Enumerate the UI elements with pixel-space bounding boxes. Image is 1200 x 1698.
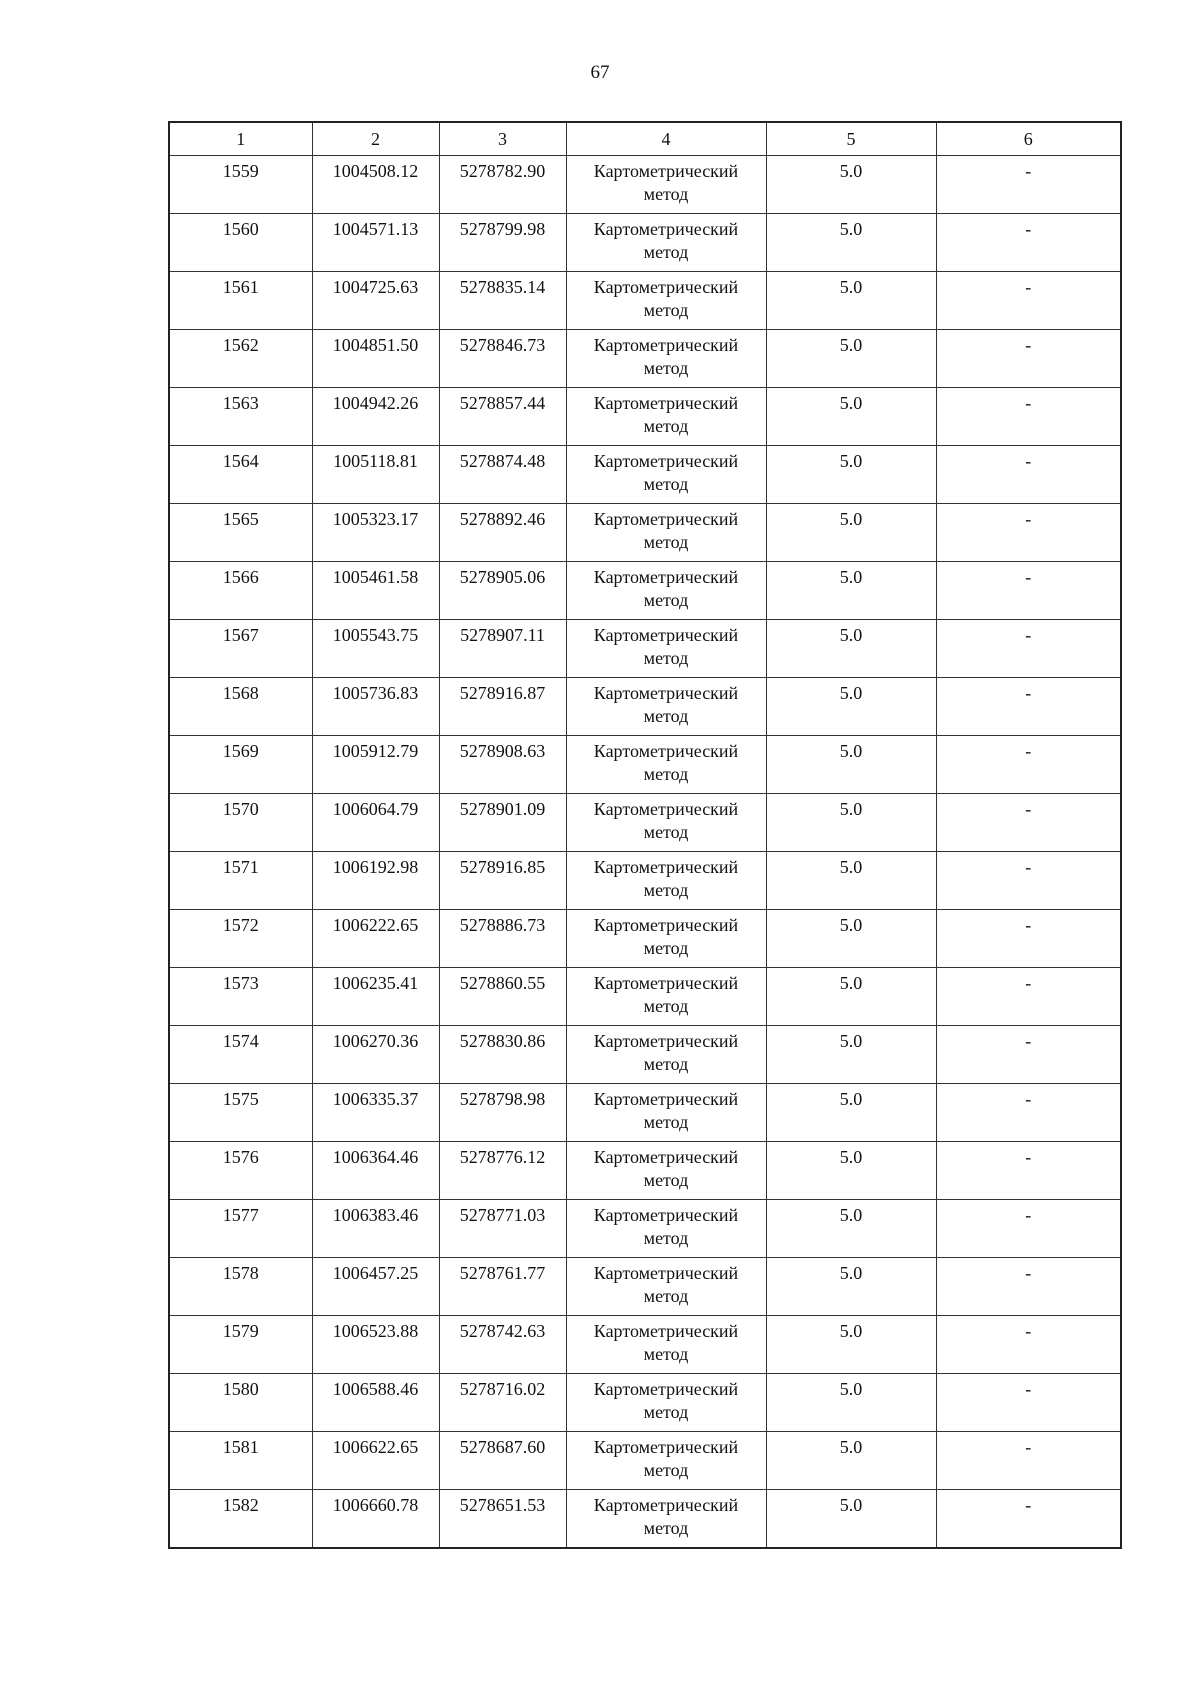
table-row — [169, 968, 1121, 1026]
note-cell: - — [936, 1258, 1121, 1316]
method-cell — [566, 330, 766, 388]
method-line-2: метод — [643, 1344, 689, 1364]
note-cell: - — [936, 794, 1121, 852]
method-cell — [566, 214, 766, 272]
x-coordinate-cell: 1004942.26 — [312, 388, 439, 446]
point-number-cell: 1568 — [169, 678, 312, 736]
y-coordinate-cell: 5278716.02 — [439, 1374, 566, 1432]
accuracy-cell: 5.0 — [766, 678, 936, 736]
table-row — [169, 1316, 1121, 1374]
accuracy-cell: 5.0 — [766, 446, 936, 504]
accuracy-cell: 5.0 — [766, 1200, 936, 1258]
accuracy-cell: 5.0 — [766, 1142, 936, 1200]
x-coordinate-cell: 1005461.58 — [312, 562, 439, 620]
y-coordinate-cell: 5278651.53 — [439, 1490, 566, 1549]
method-line-1: Картометрический — [593, 915, 739, 935]
page-number: 67 — [590, 62, 610, 83]
table-row — [169, 272, 1121, 330]
note-cell: - — [936, 910, 1121, 968]
method-line-2: метод — [643, 590, 689, 610]
method-cell — [566, 1142, 766, 1200]
accuracy-cell: 5.0 — [766, 1432, 936, 1490]
point-number-cell: 1560 — [169, 214, 312, 272]
table-row — [169, 1142, 1121, 1200]
table-row — [169, 1258, 1121, 1316]
accuracy-cell: 5.0 — [766, 1026, 936, 1084]
accuracy-cell: 5.0 — [766, 736, 936, 794]
point-number-cell: 1574 — [169, 1026, 312, 1084]
method-line-1: Картометрический — [593, 1263, 739, 1283]
method-line-1: Картометрический — [593, 973, 739, 993]
method-line-1: Картометрический — [593, 393, 739, 413]
x-coordinate-cell: 1004571.13 — [312, 214, 439, 272]
accuracy-cell: 5.0 — [766, 1490, 936, 1549]
method-cell — [566, 1200, 766, 1258]
method-line-1: Картометрический — [593, 683, 739, 703]
method-line-2: метод — [643, 532, 689, 552]
method-line-2: метод — [643, 1054, 689, 1074]
method-line-1: Картометрический — [593, 451, 739, 471]
method-cell — [566, 446, 766, 504]
note-cell: - — [936, 562, 1121, 620]
method-line-2: метод — [643, 880, 689, 900]
method-cell — [566, 678, 766, 736]
method-line-2: метод — [643, 1518, 689, 1538]
point-number-cell: 1576 — [169, 1142, 312, 1200]
method-line-2: метод — [643, 1112, 689, 1132]
x-coordinate-cell: 1006660.78 — [312, 1490, 439, 1549]
point-number-cell: 1564 — [169, 446, 312, 504]
method-cell — [566, 272, 766, 330]
method-line-1: Картометрический — [593, 1321, 739, 1341]
accuracy-cell: 5.0 — [766, 1374, 936, 1432]
point-number-cell: 1563 — [169, 388, 312, 446]
accuracy-cell: 5.0 — [766, 214, 936, 272]
y-coordinate-cell: 5278687.60 — [439, 1432, 566, 1490]
table-row — [169, 1374, 1121, 1432]
note-cell: - — [936, 1142, 1121, 1200]
method-line-1: Картометрический — [593, 219, 739, 239]
method-line-2: метод — [643, 416, 689, 436]
note-cell: - — [936, 620, 1121, 678]
table-row — [169, 1084, 1121, 1142]
method-cell — [566, 1258, 766, 1316]
point-number-cell: 1566 — [169, 562, 312, 620]
y-coordinate-cell: 5278886.73 — [439, 910, 566, 968]
method-cell — [566, 504, 766, 562]
method-cell — [566, 794, 766, 852]
point-number-cell: 1572 — [169, 910, 312, 968]
table-row — [169, 910, 1121, 968]
y-coordinate-cell: 5278846.73 — [439, 330, 566, 388]
x-coordinate-cell: 1006235.41 — [312, 968, 439, 1026]
y-coordinate-cell: 5278835.14 — [439, 272, 566, 330]
method-line-1: Картометрический — [593, 277, 739, 297]
table-row — [169, 214, 1121, 272]
accuracy-cell: 5.0 — [766, 388, 936, 446]
column-header: 4 — [566, 122, 766, 156]
column-header: 5 — [766, 122, 936, 156]
method-line-2: метод — [643, 1228, 689, 1248]
x-coordinate-cell: 1005323.17 — [312, 504, 439, 562]
table-row — [169, 562, 1121, 620]
y-coordinate-cell: 5278761.77 — [439, 1258, 566, 1316]
method-cell — [566, 736, 766, 794]
x-coordinate-cell: 1005118.81 — [312, 446, 439, 504]
y-coordinate-cell: 5278874.48 — [439, 446, 566, 504]
method-cell — [566, 1374, 766, 1432]
point-number-cell: 1569 — [169, 736, 312, 794]
x-coordinate-cell: 1006192.98 — [312, 852, 439, 910]
x-coordinate-cell: 1006222.65 — [312, 910, 439, 968]
y-coordinate-cell: 5278892.46 — [439, 504, 566, 562]
method-line-1: Картометрический — [593, 741, 739, 761]
method-cell — [566, 388, 766, 446]
method-line-2: метод — [643, 1286, 689, 1306]
accuracy-cell: 5.0 — [766, 562, 936, 620]
method-cell — [566, 1432, 766, 1490]
method-line-2: метод — [643, 242, 689, 262]
note-cell: - — [936, 1374, 1121, 1432]
x-coordinate-cell: 1006383.46 — [312, 1200, 439, 1258]
x-coordinate-cell: 1004508.12 — [312, 156, 439, 214]
y-coordinate-cell: 5278916.85 — [439, 852, 566, 910]
y-coordinate-cell: 5278799.98 — [439, 214, 566, 272]
method-line-1: Картометрический — [593, 857, 739, 877]
point-number-cell: 1580 — [169, 1374, 312, 1432]
point-number-cell: 1581 — [169, 1432, 312, 1490]
table-row — [169, 504, 1121, 562]
method-line-1: Картометрический — [593, 567, 739, 587]
y-coordinate-cell: 5278798.98 — [439, 1084, 566, 1142]
x-coordinate-cell: 1004725.63 — [312, 272, 439, 330]
y-coordinate-cell: 5278742.63 — [439, 1316, 566, 1374]
x-coordinate-cell: 1006364.46 — [312, 1142, 439, 1200]
accuracy-cell: 5.0 — [766, 968, 936, 1026]
y-coordinate-cell: 5278905.06 — [439, 562, 566, 620]
method-line-2: метод — [643, 648, 689, 668]
note-cell: - — [936, 388, 1121, 446]
x-coordinate-cell: 1004851.50 — [312, 330, 439, 388]
note-cell: - — [936, 852, 1121, 910]
y-coordinate-cell: 5278771.03 — [439, 1200, 566, 1258]
y-coordinate-cell: 5278782.90 — [439, 156, 566, 214]
method-line-1: Картометрический — [593, 1379, 739, 1399]
column-header: 6 — [936, 122, 1121, 156]
point-number-cell: 1565 — [169, 504, 312, 562]
table-row — [169, 678, 1121, 736]
x-coordinate-cell: 1006523.88 — [312, 1316, 439, 1374]
point-number-cell: 1582 — [169, 1490, 312, 1549]
note-cell: - — [936, 1316, 1121, 1374]
accuracy-cell: 5.0 — [766, 272, 936, 330]
method-line-1: Картометрический — [593, 509, 739, 529]
method-line-2: метод — [643, 764, 689, 784]
method-line-1: Картометрический — [593, 799, 739, 819]
note-cell: - — [936, 1432, 1121, 1490]
table-row — [169, 156, 1121, 214]
method-cell — [566, 910, 766, 968]
x-coordinate-cell: 1006270.36 — [312, 1026, 439, 1084]
method-line-2: метод — [643, 706, 689, 726]
y-coordinate-cell: 5278860.55 — [439, 968, 566, 1026]
accuracy-cell: 5.0 — [766, 794, 936, 852]
table-row — [169, 330, 1121, 388]
note-cell: - — [936, 1026, 1121, 1084]
method-cell — [566, 562, 766, 620]
method-line-2: метод — [643, 474, 689, 494]
point-number-cell: 1578 — [169, 1258, 312, 1316]
y-coordinate-cell: 5278857.44 — [439, 388, 566, 446]
method-cell — [566, 1026, 766, 1084]
method-cell — [566, 1490, 766, 1549]
method-line-2: метод — [643, 358, 689, 378]
method-line-2: метод — [643, 938, 689, 958]
method-line-1: Картометрический — [593, 1205, 739, 1225]
point-number-cell: 1571 — [169, 852, 312, 910]
method-line-1: Картометрический — [593, 161, 739, 181]
table-row — [169, 388, 1121, 446]
y-coordinate-cell: 5278908.63 — [439, 736, 566, 794]
accuracy-cell: 5.0 — [766, 1084, 936, 1142]
method-line-2: метод — [643, 1170, 689, 1190]
y-coordinate-cell: 5278916.87 — [439, 678, 566, 736]
y-coordinate-cell: 5278776.12 — [439, 1142, 566, 1200]
method-line-2: метод — [643, 300, 689, 320]
method-cell — [566, 1084, 766, 1142]
method-cell — [566, 852, 766, 910]
point-number-cell: 1562 — [169, 330, 312, 388]
accuracy-cell: 5.0 — [766, 1316, 936, 1374]
column-header: 3 — [439, 122, 566, 156]
note-cell: - — [936, 968, 1121, 1026]
point-number-cell: 1573 — [169, 968, 312, 1026]
note-cell: - — [936, 272, 1121, 330]
note-cell: - — [936, 214, 1121, 272]
table-row — [169, 1026, 1121, 1084]
header-row — [169, 122, 1121, 156]
point-number-cell: 1579 — [169, 1316, 312, 1374]
table-body — [169, 156, 1121, 1549]
note-cell: - — [936, 330, 1121, 388]
point-number-cell: 1567 — [169, 620, 312, 678]
accuracy-cell: 5.0 — [766, 620, 936, 678]
note-cell: - — [936, 1084, 1121, 1142]
accuracy-cell: 5.0 — [766, 910, 936, 968]
accuracy-cell: 5.0 — [766, 330, 936, 388]
table-row — [169, 1200, 1121, 1258]
x-coordinate-cell: 1005736.83 — [312, 678, 439, 736]
y-coordinate-cell: 5278907.11 — [439, 620, 566, 678]
note-cell: - — [936, 156, 1121, 214]
point-number-cell: 1570 — [169, 794, 312, 852]
x-coordinate-cell: 1006064.79 — [312, 794, 439, 852]
x-coordinate-cell: 1006588.46 — [312, 1374, 439, 1432]
accuracy-cell: 5.0 — [766, 504, 936, 562]
accuracy-cell: 5.0 — [766, 852, 936, 910]
table-row — [169, 620, 1121, 678]
method-line-1: Картометрический — [593, 1437, 739, 1457]
table-row — [169, 794, 1121, 852]
note-cell: - — [936, 1490, 1121, 1549]
point-number-cell: 1577 — [169, 1200, 312, 1258]
method-line-1: Картометрический — [593, 1089, 739, 1109]
method-line-1: Картометрический — [593, 1495, 739, 1515]
y-coordinate-cell: 5278830.86 — [439, 1026, 566, 1084]
method-line-1: Картометрический — [593, 1031, 739, 1051]
x-coordinate-cell: 1006622.65 — [312, 1432, 439, 1490]
table-row — [169, 852, 1121, 910]
method-line-1: Картометрический — [593, 625, 739, 645]
y-coordinate-cell: 5278901.09 — [439, 794, 566, 852]
point-number-cell: 1575 — [169, 1084, 312, 1142]
table-row — [169, 446, 1121, 504]
method-line-2: метод — [643, 822, 689, 842]
x-coordinate-cell: 1006335.37 — [312, 1084, 439, 1142]
note-cell: - — [936, 736, 1121, 794]
method-line-1: Картометрический — [593, 1147, 739, 1167]
method-cell — [566, 620, 766, 678]
method-line-1: Картометрический — [593, 335, 739, 355]
method-cell — [566, 156, 766, 214]
note-cell: - — [936, 678, 1121, 736]
note-cell: - — [936, 446, 1121, 504]
table-row — [169, 1432, 1121, 1490]
accuracy-cell: 5.0 — [766, 1258, 936, 1316]
method-line-2: метод — [643, 996, 689, 1016]
coordinates-table — [168, 121, 1122, 1549]
note-cell: - — [936, 1200, 1121, 1258]
x-coordinate-cell: 1005912.79 — [312, 736, 439, 794]
method-cell — [566, 1316, 766, 1374]
point-number-cell: 1561 — [169, 272, 312, 330]
table-row — [169, 1490, 1121, 1549]
x-coordinate-cell: 1006457.25 — [312, 1258, 439, 1316]
method-line-2: метод — [643, 1460, 689, 1480]
method-cell — [566, 968, 766, 1026]
method-line-2: метод — [643, 184, 689, 204]
method-line-2: метод — [643, 1402, 689, 1422]
accuracy-cell: 5.0 — [766, 156, 936, 214]
point-number-cell: 1559 — [169, 156, 312, 214]
x-coordinate-cell: 1005543.75 — [312, 620, 439, 678]
column-header: 1 — [169, 122, 312, 156]
note-cell: - — [936, 504, 1121, 562]
column-header: 2 — [312, 122, 439, 156]
table-row — [169, 736, 1121, 794]
